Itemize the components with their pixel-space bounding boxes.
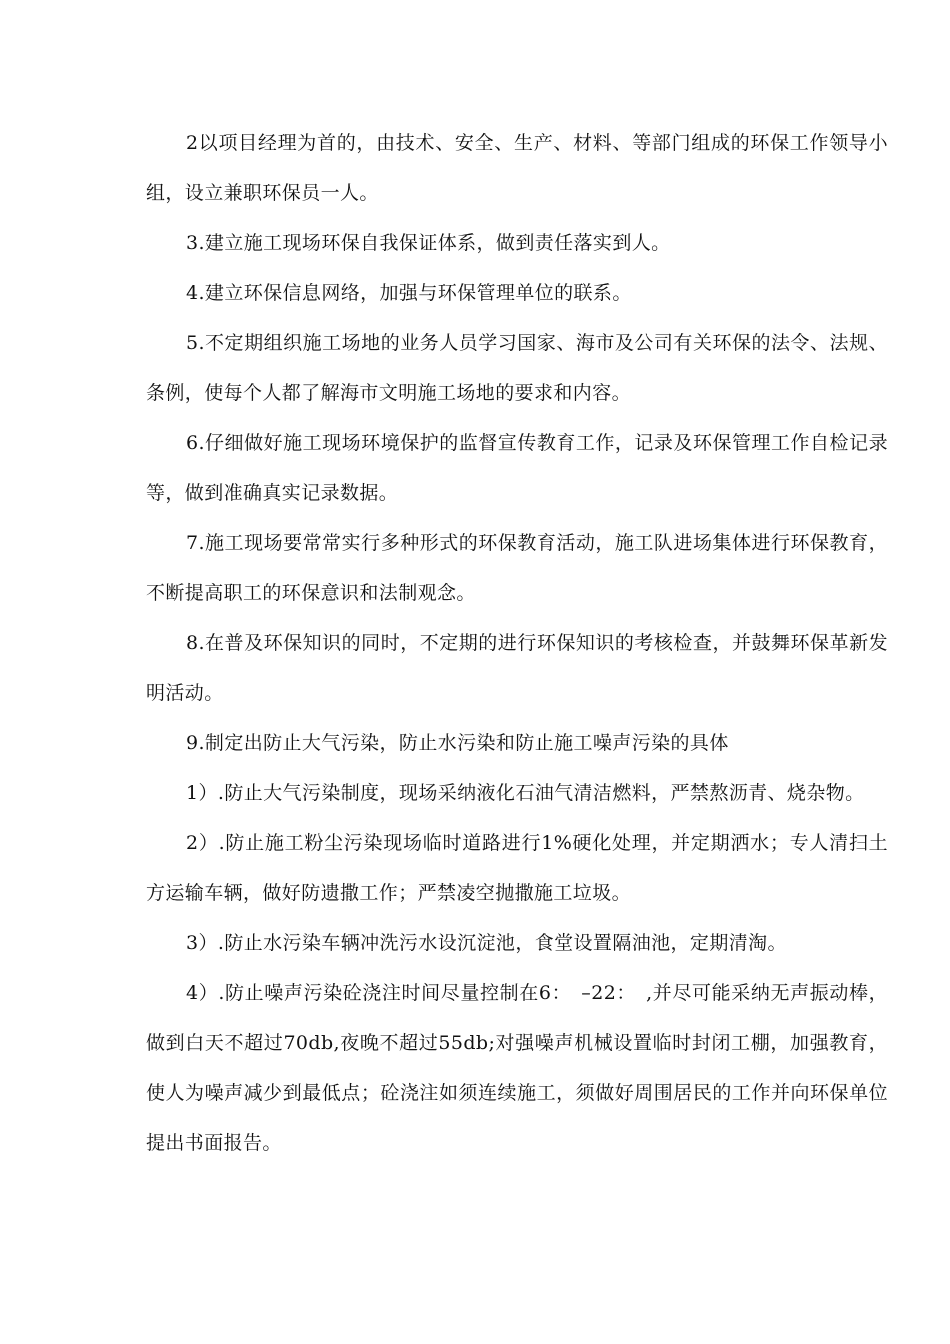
paragraph-staff-study: 5.不定期组织施工场地的业务人员学习国家、海市及公司有关环保的法令、法规、条例，使每个人都了解海市文明施工场地的要求和内容。: [146, 332, 888, 404]
document-body: [146, 118, 888, 1168]
paragraph-dust-pollution: 2）.防止施工粉尘污染现场临时道路进行1%硬化处理，并定期洒水；专人清扫土方运输车辆，做好防遗撒工作；严禁凌空抛撒施工垃圾。: [146, 832, 888, 904]
paragraph-education-activities: 7.施工现场要常常实行多种形式的环保教育活动，施工队进场集体进行环保教育，不断提高职工的环保意识和法制观念。: [146, 532, 888, 604]
paragraph-air-pollution: 1）.防止大气污染制度，现场采纳液化石油气清洁燃料，严禁熬沥青、烧杂物。: [186, 782, 865, 804]
paragraph-supervision-records: 6.仔细做好施工现场环境保护的监督宣传教育工作，记录及环保管理工作自检记录等，做到准确真实记录数据。: [146, 432, 888, 504]
paragraph-water-pollution: 3）.防止水污染车辆冲洗污水设沉淀池，食堂设置隔油池，定期清淘。: [186, 932, 787, 954]
paragraph-info-network: 4.建立环保信息网络，加强与环保管理单位的联系。: [186, 282, 632, 304]
paragraph-guarantee-system: 3.建立施工现场环保自我保证体系，做到责任落实到人。: [186, 232, 671, 254]
paragraph-pollution-measures-heading: 9.制定出防止大气污染，防止水污染和防止施工噪声污染的具体: [186, 732, 729, 754]
paragraph-knowledge-assessment: 8.在普及环保知识的同时，不定期的进行环保知识的考核检查，并鼓舞环保革新发明活动。: [146, 632, 888, 704]
paragraph-noise-pollution: 4）.防止噪声污染砼浇注时间尽量控制在6： –22： ,并尽可能采纳无声振动棒，做到白天不超过70db,夜晚不超过55db;对强噪声机械设置临时封闭工棚，加强教育，使人为噪声减少到最低点；砼浇注如须连续施工，须做好周围居民的工作并向环保单位提出书面报告。: [146, 982, 888, 1154]
paragraph-environmental-team: 2以项目经理为首的，由技术、安全、生产、材料、等部门组成的环保工作领导小组，设立兼职环保员一人。: [146, 132, 888, 204]
